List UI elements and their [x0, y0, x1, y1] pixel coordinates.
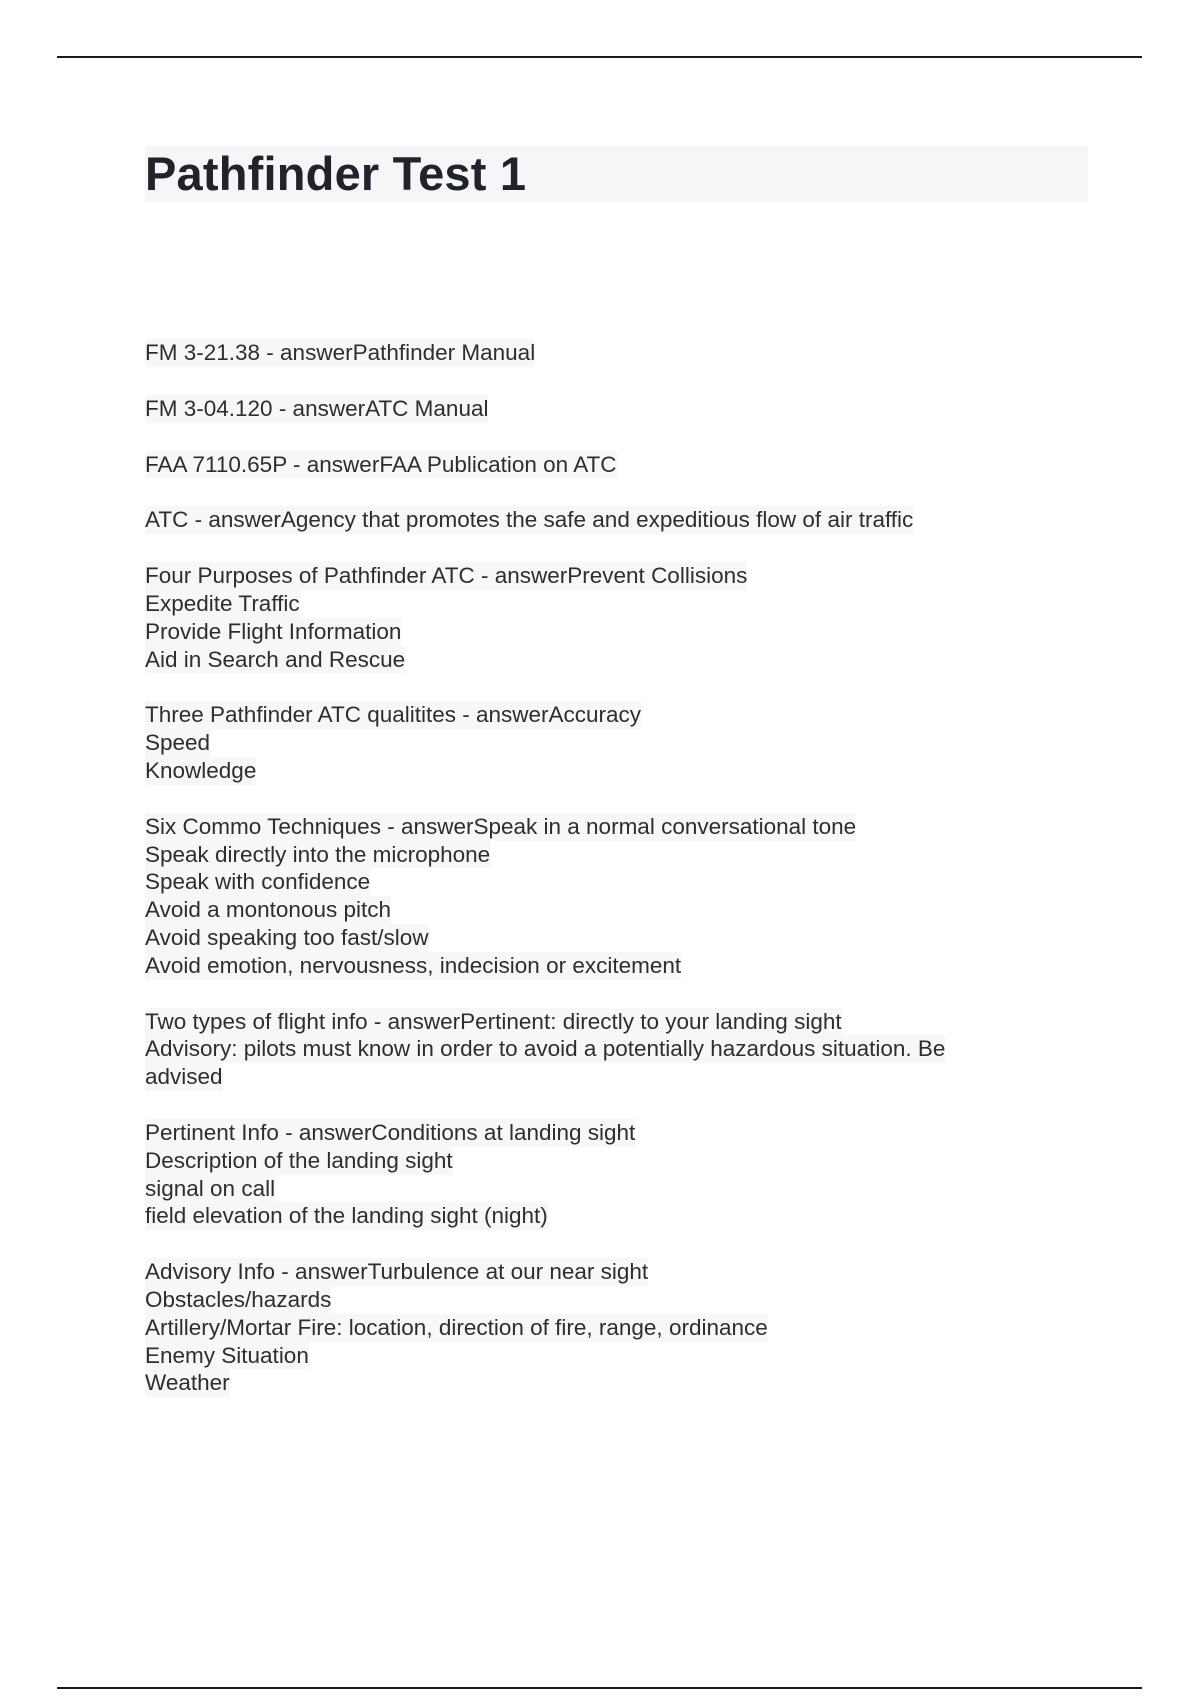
qa-line: Avoid a montonous pitch	[145, 897, 391, 923]
qa-line: Pertinent Info - answerConditions at landing sight	[145, 1119, 636, 1145]
qa-line: Six Commo Techniques - answerSpeak in a normal conversational tone	[145, 813, 857, 839]
qa-line: Weather	[145, 1370, 230, 1396]
qa-line: Enemy Situation	[145, 1342, 309, 1368]
qa-line: Avoid emotion, nervousness, indecision or excitement	[145, 952, 682, 978]
qa-line: FM 3-21.38 - answerPathfinder Manual	[145, 340, 536, 365]
qa-line: field elevation of the landing sight (night)	[145, 1203, 548, 1229]
qa-line: Knowledge	[145, 757, 257, 783]
qa-entry	[145, 339, 1045, 367]
qa-entry	[145, 395, 1045, 423]
qa-line: Three Pathfinder ATC qualitites - answerAccuracy	[145, 702, 642, 728]
qa-entry	[145, 1258, 1045, 1397]
qa-line: Artillery/Mortar Fire: location, direction of fire, range, ordinance	[145, 1314, 768, 1340]
qa-line: advised	[145, 1064, 223, 1090]
qa-line: Advisory: pilots must know in order to avoid a potentially hazardous situation. Be	[145, 1036, 946, 1062]
qa-line: Avoid speaking too fast/slow	[145, 924, 429, 950]
qa-line: Two types of flight info - answerPertinent: directly to your landing sight	[145, 1008, 842, 1034]
qa-line: FAA 7110.65P - answerFAA Publication on ATC	[145, 451, 617, 477]
qa-entry	[145, 1008, 1045, 1091]
qa-entry	[145, 701, 1045, 784]
qa-line: Expedite Traffic	[145, 590, 300, 616]
qa-line: ATC - answerAgency that promotes the safe and expeditious flow of air traffic	[145, 507, 914, 533]
qa-entry	[145, 1119, 1045, 1230]
qa-line: Obstacles/hazards	[145, 1286, 332, 1312]
qa-entry	[145, 813, 1045, 980]
qa-entry	[145, 562, 1045, 673]
qa-line: FM 3-04.120 - answerATC Manual	[145, 395, 489, 421]
qa-line: Speak with confidence	[145, 869, 371, 895]
qa-line: Four Purposes of Pathfinder ATC - answerPrevent Collisions	[145, 563, 748, 589]
qa-line: Aid in Search and Rescue	[145, 646, 406, 672]
qa-entry	[145, 506, 1045, 534]
qa-line: Description of the landing sight	[145, 1147, 453, 1173]
qa-line: Advisory Info - answerTurbulence at our near sight	[145, 1259, 649, 1285]
qa-line: Speed	[145, 730, 211, 756]
page-title: Pathfinder Test 1	[145, 147, 527, 200]
qa-entry	[145, 451, 1045, 479]
bottom-rule	[57, 1687, 1142, 1689]
qa-line: signal on call	[145, 1175, 276, 1201]
qa-line: Speak directly into the microphone	[145, 841, 491, 867]
top-rule	[57, 56, 1142, 58]
qa-list	[145, 339, 1045, 1425]
qa-line: Provide Flight Information	[145, 618, 402, 644]
